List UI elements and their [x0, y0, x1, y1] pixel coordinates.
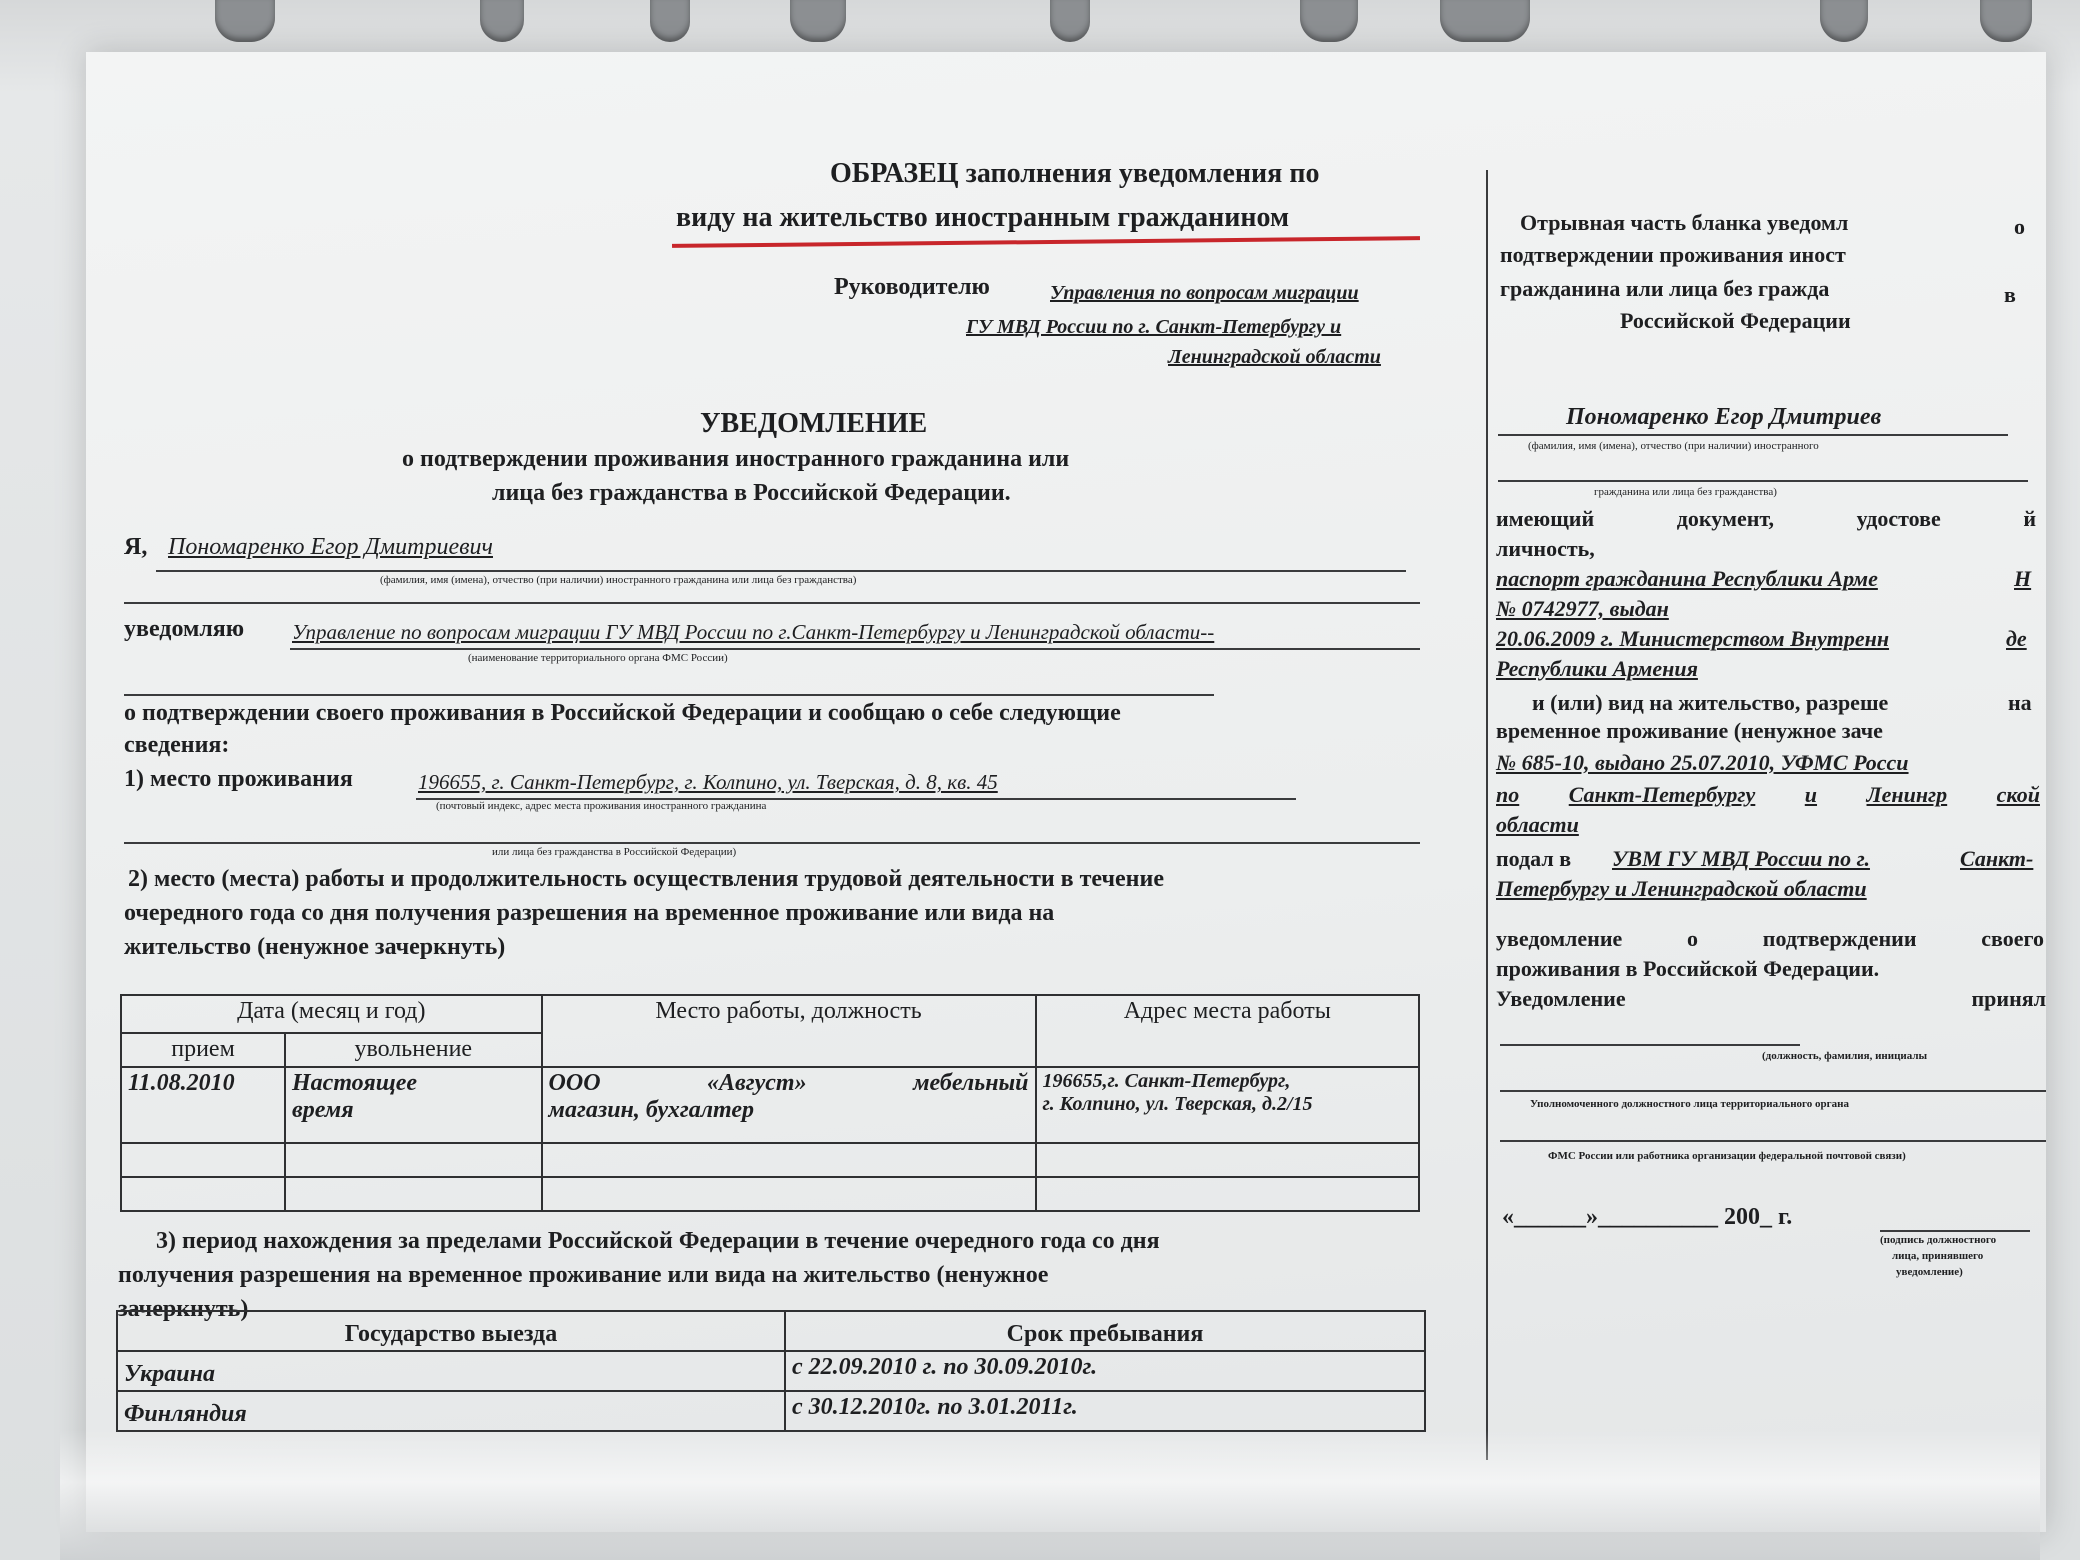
tearoff-notif-line1 [1496, 926, 2044, 952]
tearoff-notif-w1: уведомление [1496, 926, 1623, 951]
tearoff-official-line [1500, 1090, 2046, 1092]
tearoff-vnzh-v2-w5: ской [1996, 782, 2040, 807]
tearoff-hint-fms: ФМС России или работника организации федеральной почтовой связи) [1548, 1150, 1906, 1162]
item1-value: 196655, г. Санкт-Петербург, г. Колпино, ул. Тверская, д. 8, кв. 45 [418, 770, 998, 794]
binder-hole [650, 0, 690, 42]
tearoff-vnzh-v2-w3: и [1804, 782, 1818, 807]
work-col-hire: прием [121, 1033, 285, 1067]
tearoff-vnzh-v3: области [1496, 812, 1579, 837]
authority-underline [290, 648, 1420, 650]
tearoff-doc-w3: удостове [1856, 506, 1941, 531]
tearoff-blank-line [1498, 480, 2028, 482]
binder-hole [1980, 0, 2032, 42]
table-row [117, 1391, 1425, 1431]
work-address [1036, 1067, 1419, 1143]
notice-subtitle-line1: о подтверждении проживания иностранного гражданина или [402, 446, 1070, 472]
travel-period: с 22.09.2010 г. по 30.09.2010г. [785, 1351, 1425, 1391]
tearoff-vnzh-line1: и (или) вид на жительство, разреше [1532, 690, 1889, 715]
tearoff-notif-w2: о [1687, 926, 1699, 951]
authority-name: Управление по вопросам миграции ГУ МВД России по г.Санкт-Петербургу и Ленинградской области-- [292, 620, 1215, 644]
tearoff-accepted-w1: Уведомление [1496, 986, 1626, 1011]
tearoff-filed-v1-end: Санкт- [1960, 846, 2034, 871]
work-col-date: Дата (месяц и год) [121, 995, 542, 1033]
tearoff-title-line3-end: в [2004, 282, 2016, 307]
work-leave-line1: Настоящее [292, 1070, 418, 1096]
tearoff-title-line1: Отрывная часть бланка уведомл [1520, 210, 1849, 235]
travel-table [116, 1310, 1426, 1432]
sample-title-line2: виду на жительство иностранным гражданином [676, 202, 1290, 233]
work-table [120, 994, 1420, 1212]
tearoff-vnzh-line2: временное проживание (ненужное заче [1496, 718, 1883, 743]
residence-underline-2 [124, 842, 1420, 844]
tearoff-notif-w3: подтверждении [1762, 926, 1917, 951]
tearoff-vnzh-v2-w2: Санкт-Петербургу [1568, 782, 1756, 807]
tearoff-position-line [1500, 1044, 1800, 1046]
blank-line [124, 694, 1214, 696]
item2-line3: жительство (ненужное зачеркнуть) [124, 934, 506, 960]
tearoff-sign-hint1: (подпись должностного [1880, 1234, 1997, 1246]
tearoff-vnzh-v2-w4: Ленингр [1866, 782, 1948, 807]
table-row [121, 1067, 1419, 1143]
tearoff-sign-hint3: уведомление) [1896, 1266, 1963, 1278]
notice-heading: УВЕДОМЛЕНИЕ [700, 408, 928, 439]
name-underline [156, 570, 1406, 572]
item2-line2: очередного года со дня получения разрешения на временное проживание или вида на [124, 900, 1055, 926]
tearoff-hint-official: Уполномоченного должностного лица территориального органа [1530, 1098, 1849, 1110]
tearoff-title-line3: гражданина или лица без гражда [1500, 276, 1830, 301]
tearoff-doc-v2: № 0742977, выдан [1496, 596, 1669, 621]
tearoff-filed-label: подал в [1496, 846, 1572, 871]
travel-col-period: Срок пребывания [785, 1311, 1425, 1351]
tearoff-fms-line [1500, 1140, 2046, 1142]
binder-hole [1050, 0, 1090, 42]
binder-hole [790, 0, 846, 42]
confirm-line1: о подтверждении своего проживания в Российской Федерации и сообщаю о себе следующие [124, 700, 1121, 726]
travel-col-country: Государство выезда [117, 1311, 785, 1351]
work-place [542, 1067, 1036, 1143]
tearoff-vnzh-line1-end: на [2008, 690, 2032, 715]
work-leave-date [285, 1067, 542, 1143]
tearoff-hint-position: (должность, фамилия, инициалы [1762, 1050, 1928, 1062]
addressee-line3: Ленинградской области [1168, 346, 1381, 368]
tearoff-accepted-w2: принял [1971, 986, 2046, 1011]
work-place-w3: мебельный [913, 1070, 1029, 1096]
blank-line [124, 602, 1420, 604]
tearoff-vnzh-v2 [1496, 782, 2040, 808]
tearoff-filed-v2: Петербургу и Ленинградской области [1496, 876, 1867, 901]
work-place-w1: ООО [548, 1070, 601, 1096]
authority-hint: (наименование территориального органа ФМС России) [468, 652, 728, 664]
work-hire-date: 11.08.2010 [121, 1067, 285, 1143]
tearoff-sign-hint2: лица, принявшего [1892, 1250, 1984, 1262]
item1-hint1: (почтовый индекс, адрес места проживания иностранного гражданина [436, 800, 767, 812]
name-hint: (фамилия, имя (имена), отчество (при наличии) иностранного гражданина или лица без гражданства) [380, 574, 857, 586]
tearoff-doc-v1-end: Н [2014, 566, 2032, 591]
travel-country: Финляндия [117, 1391, 785, 1431]
tearoff-doc-w4: й [2023, 506, 2036, 531]
applicant-name: Пономаренко Егор Дмитриевич [168, 534, 493, 560]
sample-title-line1: ОБРАЗЕЦ заполнения уведомления по [830, 158, 1320, 189]
tearoff-accepted-line [1496, 986, 2046, 1012]
tearoff-name-hint1: (фамилия, имя (имена), отчество (при наличии) иностранного [1528, 440, 1819, 452]
table-row [117, 1351, 1425, 1391]
tearoff-filed-v1: УВМ ГУ МВД России по г. [1612, 846, 1870, 871]
tearoff-doc-line1 [1496, 506, 2036, 532]
tearoff-doc-line2: личность, [1496, 536, 1595, 561]
table-row [121, 1143, 1419, 1177]
work-place-line2: магазин, бухгалтер [548, 1097, 755, 1123]
work-col-address: Адрес места работы [1036, 995, 1419, 1067]
notify-label: уведомляю [124, 616, 245, 642]
tearoff-name-underline [1498, 434, 2008, 436]
binder-hole [1440, 0, 1530, 42]
work-col-leave: увольнение [285, 1033, 542, 1067]
tearoff-notif-w4: своего [1981, 926, 2044, 951]
item3-line2: получения разрешения на временное проживание или вида на жительство (ненужное [118, 1262, 1049, 1288]
tearoff-vnzh-v2-w1: по [1496, 782, 1520, 807]
tearoff-date-line: «______»__________ 200_ г. [1502, 1204, 1793, 1230]
item1-hint2: или лица без гражданства в Российской Федерации) [492, 846, 737, 858]
tear-off-separator [1486, 170, 1488, 1460]
travel-country: Украина [117, 1351, 785, 1391]
work-col-place: Место работы, должность [542, 995, 1036, 1067]
tearoff-title-line4: Российской Федерации [1620, 308, 1851, 333]
addressee-line2: ГУ МВД России по г. Санкт-Петербургу и [966, 316, 1342, 338]
sleeve-fold [60, 1430, 2040, 1560]
tearoff-doc-w1: имеющий [1496, 506, 1595, 531]
tearoff-name: Пономаренко Егор Дмитриев [1566, 404, 1882, 430]
tearoff-doc-v4: Республики Армения [1496, 656, 1698, 681]
binder-hole [1300, 0, 1358, 42]
binder-hole [480, 0, 524, 42]
work-address-line2: г. Колпино, ул. Тверская, д.2/15 [1042, 1093, 1313, 1115]
addressee-label: Руководителю [834, 274, 990, 300]
tearoff-notif-line2: проживания в Российской Федерации. [1496, 956, 1880, 981]
work-place-w2: «Август» [707, 1070, 807, 1096]
tearoff-doc-v1: паспорт гражданина Республики Арме [1496, 566, 1878, 591]
tearoff-title-line2: подтверждении проживания иност [1500, 242, 1846, 267]
item3-line3: зачеркнуть) [118, 1296, 249, 1322]
i-label: Я, [124, 534, 148, 560]
tearoff-name-hint2: гражданина или лица без гражданства) [1594, 486, 1777, 498]
travel-period: с 30.12.2010г. по 3.01.2011г. [785, 1391, 1425, 1431]
tearoff-doc-v3: 20.06.2009 г. Министерством Внутренн [1496, 626, 1890, 651]
notice-subtitle-line2: лица без гражданства в Российской Федерации. [492, 480, 1011, 506]
item3-line1: 3) период нахождения за пределами Российской Федерации в течение очередного года со дня [156, 1228, 1160, 1254]
table-row [121, 1177, 1419, 1211]
work-leave-line2: время [292, 1097, 354, 1123]
confirm-line2: сведения: [124, 732, 230, 758]
item1-label: 1) место проживания [124, 766, 353, 792]
addressee-line1: Управления по вопросам миграции [1050, 282, 1359, 304]
tearoff-title-line1-end: о [2014, 214, 2025, 239]
tearoff-doc-w2: документ, [1676, 506, 1775, 531]
tearoff-doc-v3-end: де [2006, 626, 2027, 651]
work-address-line1: 196655,г. Санкт-Петербург, [1042, 1070, 1291, 1092]
tearoff-sign-line [1880, 1230, 2030, 1232]
tearoff-vnzh-v1: № 685-10, выдано 25.07.2010, УФМС Росси [1496, 750, 1909, 775]
binder-hole [215, 0, 275, 42]
item2-line1: 2) место (места) работы и продолжительность осуществления трудовой деятельности в течение [128, 866, 1164, 892]
